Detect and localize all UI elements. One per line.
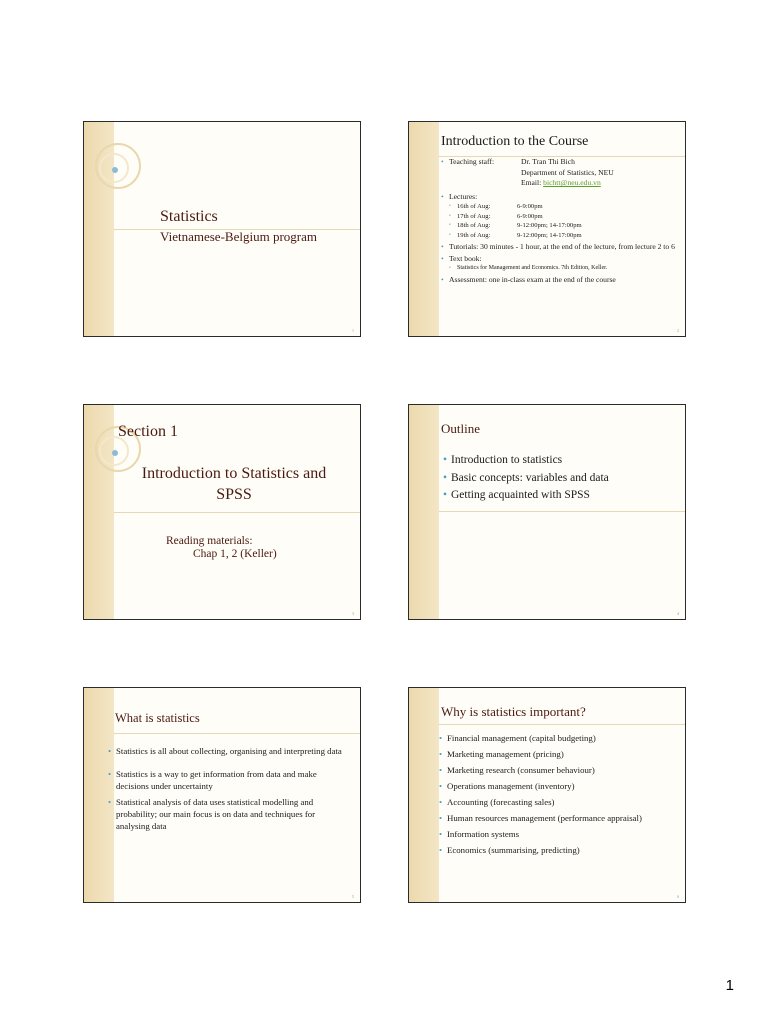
slide-6 — [408, 687, 686, 903]
slide-title: What is statistics — [115, 711, 200, 725]
list-item: • Statistical analysis of data uses statistical modelling and probability; our main focus is on data and techniques for analysing data — [108, 796, 350, 832]
textbook-label: Text book: — [449, 253, 482, 263]
slide-decoration — [409, 688, 439, 902]
slide-3 — [83, 404, 361, 620]
list-item: • Human resources management (performance appraisal) — [439, 812, 679, 824]
lectures-label: Lectures: — [449, 191, 478, 201]
page-number: 1 — [725, 977, 734, 994]
slide-number: 3 — [352, 611, 354, 616]
list-item: • Operations management (inventory) — [439, 780, 679, 792]
email-label: Email: — [521, 178, 542, 187]
staff-label: Teaching staff: — [449, 157, 495, 166]
list-item: • Accounting (forecasting sales) — [439, 796, 679, 808]
email-link[interactable]: bichtt@neu.edu.vn — [543, 178, 601, 187]
slide-decoration — [409, 405, 439, 619]
list-item: • Statistics is all about collecting, organising and interpreting data — [108, 745, 350, 757]
slide-number: 6 — [677, 894, 679, 899]
slide-title-line1: Introduction to Statistics and — [141, 465, 327, 482]
outline-list — [443, 452, 679, 505]
slide-title: Outline — [441, 421, 480, 436]
slide-decoration — [409, 122, 439, 336]
definition-list — [108, 745, 350, 832]
list-item — [441, 192, 681, 241]
lecture-item: • 16th of Aug: 6-9:00pm — [449, 202, 681, 212]
slide-2 — [408, 121, 686, 337]
list-item: • Getting acquainted with SPSS — [443, 487, 679, 505]
importance-list — [439, 732, 679, 856]
list-item: • Basic concepts: variables and data — [443, 470, 679, 488]
list-item: • Information systems — [439, 828, 679, 840]
slide-number: 1 — [352, 328, 354, 333]
list-item: • Economics (summarising, predicting) — [439, 844, 679, 856]
list-item: • Statistics is a way to get information from data and make decisions under uncertainty — [108, 768, 350, 792]
slide-subtitle: Vietnamese-Belgium program — [160, 229, 317, 244]
slide-title: Why is statistics important? — [441, 704, 586, 719]
slide-title-line2: SPSS — [216, 486, 252, 503]
reading-label: Reading materials: — [166, 535, 253, 547]
staff-name: Dr. Tran Thi Bich — [521, 157, 575, 166]
list-item: • Marketing research (consumer behaviour) — [439, 764, 679, 776]
slide-5 — [83, 687, 361, 903]
lecture-item: • 19th of Aug: 9-12:00pm; 14-17:00pm — [449, 231, 681, 241]
slide-number: 4 — [677, 611, 679, 616]
lecture-item: • 17th of Aug: 6-9:00pm — [449, 212, 681, 222]
slide-1 — [83, 121, 361, 337]
lecture-item: • 18th of Aug: 9-12:00pm; 14-17:00pm — [449, 221, 681, 231]
reading-materials: Chap 1, 2 (Keller) — [193, 548, 277, 560]
slide-body — [441, 157, 681, 286]
textbook-item: • Statistics for Management and Economics. 7th Edition, Keller. — [449, 264, 681, 273]
staff-dept: Department of Statistics, NEU — [521, 167, 614, 177]
list-item: • Financial management (capital budgeting) — [439, 732, 679, 744]
list-item: • Assessment: one in-class exam at the end of the course — [441, 275, 681, 286]
slide-number: 2 — [677, 328, 679, 333]
swirl-decoration-icon — [84, 122, 144, 192]
slide-title: Introduction to the Course — [441, 134, 589, 149]
list-item: • Introduction to statistics — [443, 452, 679, 470]
section-label: Section 1 — [118, 423, 178, 440]
slide-4 — [408, 404, 686, 620]
list-item — [441, 254, 681, 274]
list-item — [441, 157, 681, 189]
slide-number: 5 — [352, 894, 354, 899]
slide-title: Statistics — [160, 208, 218, 225]
list-item: • Marketing management (pricing) — [439, 748, 679, 760]
list-item: • Tutorials: 30 minutes - 1 hour, at the end of the lecture, from lecture 2 to 6 — [441, 242, 681, 253]
